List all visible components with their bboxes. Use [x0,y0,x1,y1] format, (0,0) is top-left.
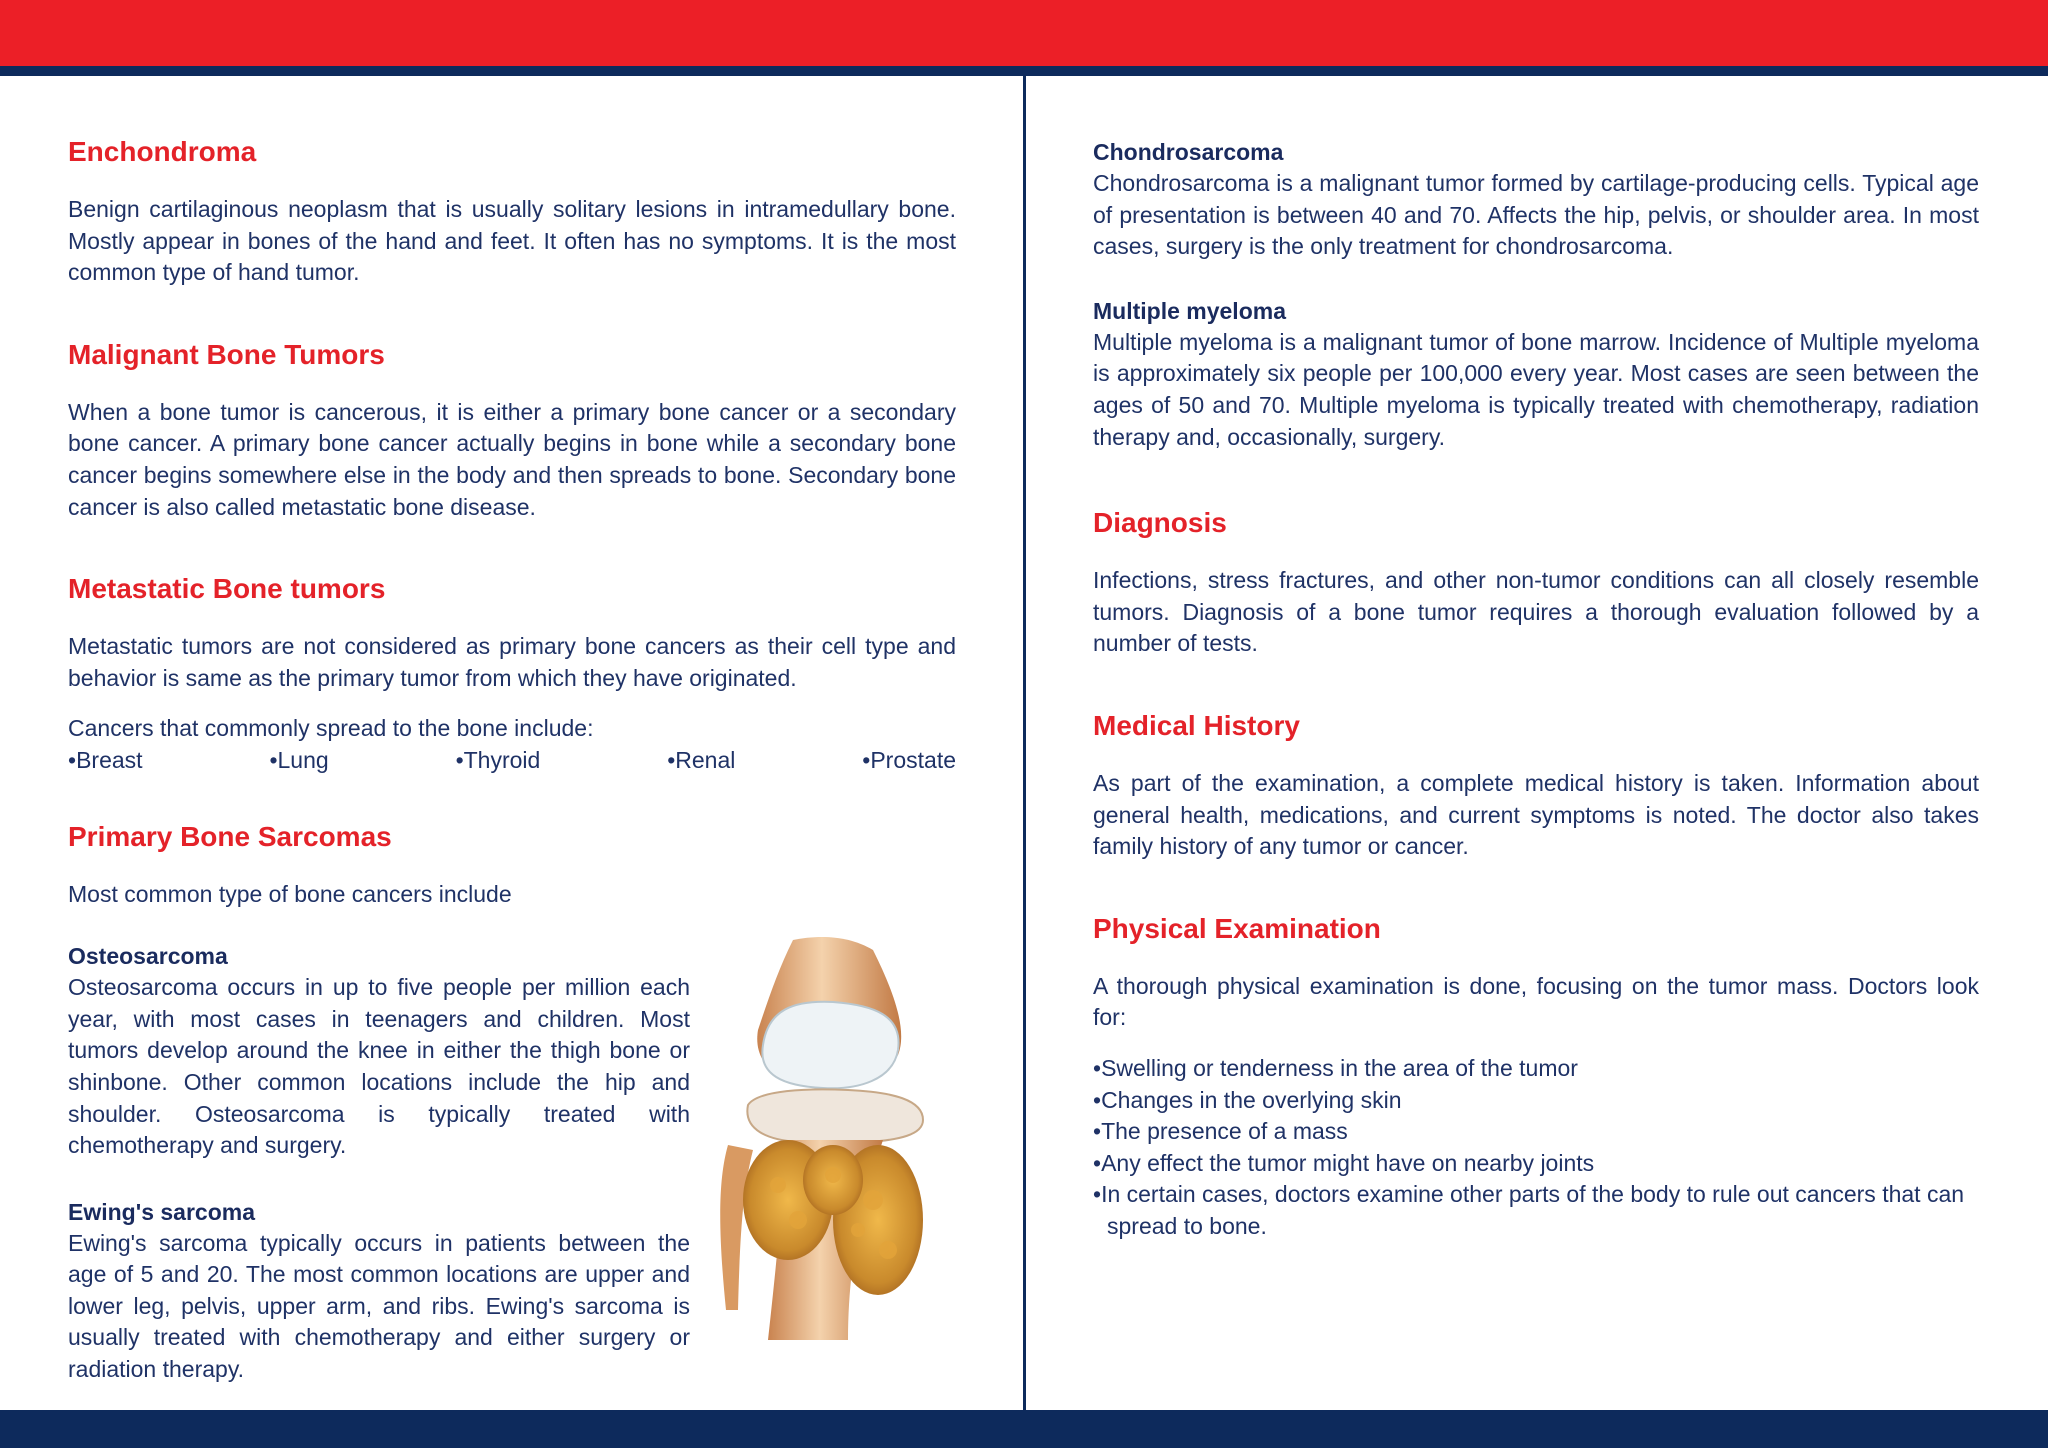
text-osteosarcoma: Osteosarcoma occurs in up to five people per million each year, with most cases in teenagers and children. Most tumors develop around the knee in either the thigh bone or shinbone. Other common locations include the hip and shoulder. Osteosarcoma is typically treated with chemotherapy and surgery. [68,974,690,1159]
heading-exam: Physical Examination [1093,912,1381,944]
section-malignant [68,335,956,523]
spread-list [68,745,956,777]
spread-item: • Prostate [862,745,956,777]
knee-bone-illustration [698,930,968,1360]
title-chondrosarcoma: Chondrosarcoma [1093,139,1284,165]
section-primary [68,817,956,1386]
text-malignant: When a bone tumor is cancerous, it is either a primary bone cancer or a secondary bone cancer. A primary bone cancer actually begins in bone while a secondary bone cancer begins somewhere else in the body and then spreads to bone. Secondary bone cancer is also called metastatic bone disease. [68,398,956,520]
section-exam [1093,909,1979,1243]
text-primary: Most common type of bone cancers include [68,880,512,907]
text-metastatic: Metastatic tumors are not considered as primary bone cancers as their cell type and behavior is same as the primary tumor from which they have originated. [68,633,956,691]
sarcoma-block [68,940,956,1386]
chondrosarcoma [1093,136,1979,263]
text-exam: A thorough physical examination is done, focusing on the tumor mass. Doctors look for: [1093,972,1979,1031]
column-divider [1023,76,1026,1410]
title-ewing: Ewing's sarcoma [68,1198,255,1225]
text-ewing: Ewing's sarcoma typically occurs in patients between the age of 5 and 20. The most common locations are upper and lower leg, pelvis, upper arm, and ribs. Ewing's sarcoma is usually treated with chemotherapy and either surgery or radiation therapy. [68,1229,690,1383]
right-column [1093,136,1979,1288]
osteosarcoma [68,940,690,1162]
ewing-sarcoma [68,1196,690,1386]
exam-item: • Any effect the tumor might have on nearby joints [1093,1148,1979,1180]
exam-item: • In certain cases, doctors examine other parts of the body to rule out cancers that can spread to bone. [1093,1179,1979,1242]
section-history [1093,706,1979,863]
sarcoma-text [68,940,690,1386]
text-spread-intro: Cancers that commonly spread to the bone include: [68,715,594,742]
heading-malignant: Malignant Bone Tumors [68,338,385,370]
header-navy-rule [0,66,2048,76]
header-red-band [0,0,2048,66]
exam-item: • Swelling or tenderness in the area of the tumor [1093,1053,1979,1085]
text-history: As part of the examination, a complete medical history is taken. Information about general health, medications, and current symptoms is noted. The doctor also takes family history of any tumor or cancer. [1093,769,1979,860]
text-enchondroma: Benign cartilaginous neoplasm that is usually solitary lesions in intramedullary bone. Mostly appear in bones of the hand and feet. It often has no symptoms. It is the most common type of hand tumor. [68,196,956,286]
heading-history: Medical History [1093,709,1300,741]
multiple-myeloma [1093,295,1979,453]
section-enchondroma [68,132,956,289]
text-diagnosis: Infections, stress fractures, and other non-tumor conditions can all closely resemble tumors. Diagnosis of a bone tumor requires a thorough evaluation followed by a number of tests. [1093,567,1979,657]
spread-item: • Lung [269,745,328,777]
section-diagnosis [1093,503,1979,660]
left-column [68,132,956,1432]
spread-item: • Breast [68,745,143,777]
heading-diagnosis: Diagnosis [1093,507,1227,539]
title-osteosarcoma: Osteosarcoma [68,943,228,970]
exam-list [1093,1053,1979,1243]
section-metastatic [68,569,956,776]
spread-item: • Renal [667,745,735,777]
text-myeloma: Multiple myeloma is a malignant tumor of bone marrow. Incidence of Multiple myeloma is approximately six people per 100,000 every year. Most cases are seen between the ages of 50 and 70. Multiple myeloma is typically treated with chemotherapy, radiation therapy and, occasionally, surgery. [1093,328,1979,450]
spread-item: • Thyroid [456,745,541,777]
heading-enchondroma: Enchondroma [68,136,257,167]
text-chondrosarcoma: Chondrosarcoma is a malignant tumor formed by cartilage-producing cells. Typical age of presentation is between 40 and 70. Affects the hip, pelvis, or shoulder area. In most cases, surgery is the only treatment for chondrosarcoma. [1093,170,1979,260]
exam-item: • Changes in the overlying skin [1093,1085,1979,1117]
exam-item: • The presence of a mass [1093,1116,1979,1148]
title-myeloma: Multiple myeloma [1093,297,1286,324]
heading-primary: Primary Bone Sarcomas [68,820,392,852]
heading-metastatic: Metastatic Bone tumors [68,573,386,605]
